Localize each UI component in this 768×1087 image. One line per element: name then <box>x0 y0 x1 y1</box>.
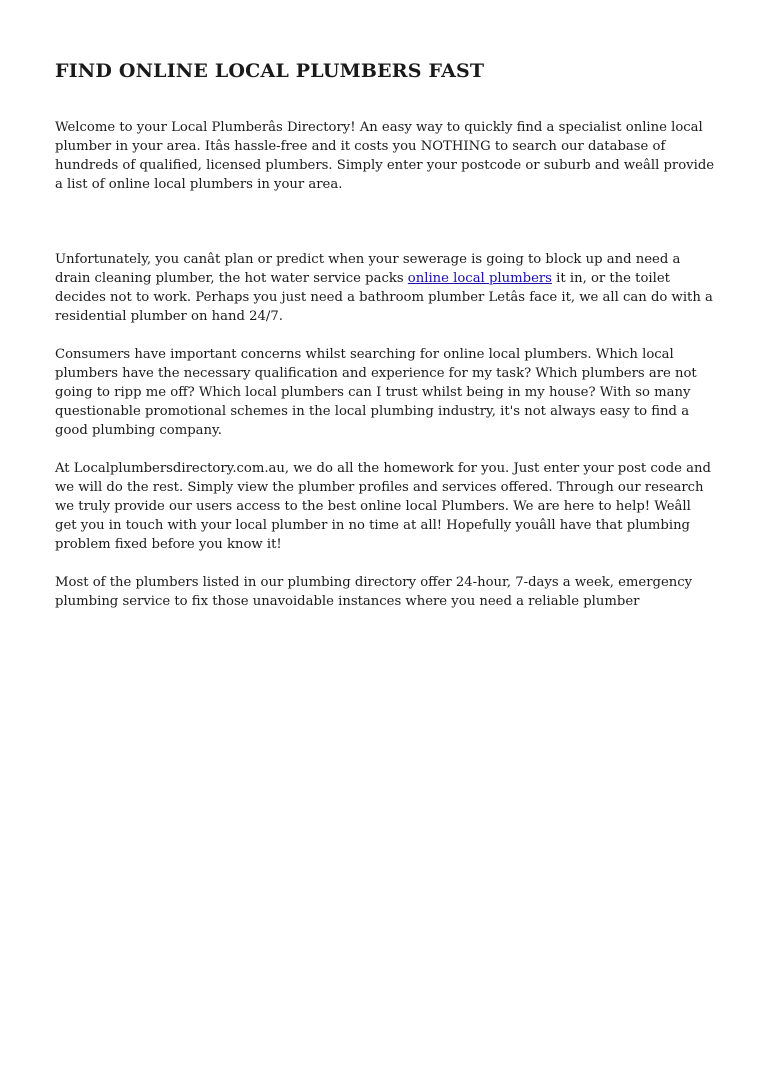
emergency-paragraph: Most of the plumbers listed in our plumbing directory offer 24-hour, 7-days a week, emergency plumbing service to fix those unavoidable instances where you need a reliable plumber <box>55 575 693 609</box>
document-body <box>55 58 715 611</box>
paragraph-text-after-link: it in, or the toilet decides not to work. Perhaps you just need a bathroom plumber Letâs face it, we all can do with a residential plumber on hand 24/7. <box>55 271 713 324</box>
intro-paragraph: Welcome to your Local Plumberâs Directory! An easy way to quickly find a specialist online local plumber in your area. Itâs hassle-free and it costs you NOTHING to search our database of hundreds of qualified, licensed plumbers. Simply enter your postcode or suburb and weâll provide a list of online local plumbers in your area. <box>55 120 715 192</box>
page-title: FIND ONLINE LOCAL PLUMBERS FAST <box>55 60 485 82</box>
directory-paragraph: At Localplumbersdirectory.com.au, we do all the homework for you. Just enter your post code and we will do the rest. Simply view the plumber profiles and services offered. Through our research we truly provide our users access to the best online local Plumbers. We are here to help! Weâll get you in touch with your local plumber in no time at all! Hopefully youâll have that plumbing problem fixed before you know it! <box>55 461 711 552</box>
unfortunately-paragraph <box>55 250 715 326</box>
online-local-plumbers-link[interactable]: online local plumbers <box>407 271 552 286</box>
consumers-paragraph: Consumers have important concerns whilst searching for online local plumbers. Which local plumbers have the necessary qualification and experience for my task? Which plumbers are not going to ripp me off? Which local plumbers can I trust whilst being in my house? With so many questionable promotional schemes in the local plumbing industry, it's not always easy to find a good plumbing company. <box>55 347 697 438</box>
paragraph-text-before-link: Unfortunately, you canât plan or predict when your sewerage is going to block up and need a drain cleaning plumber, the hot water service packs <box>55 252 681 286</box>
